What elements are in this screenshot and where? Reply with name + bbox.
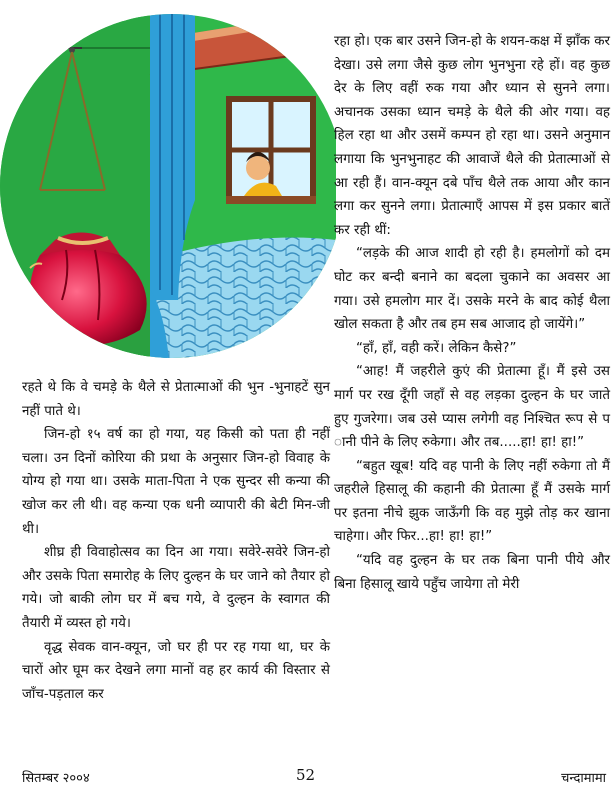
footer-date: सितम्बर २००४ xyxy=(22,771,90,786)
page-number: 52 xyxy=(296,766,316,784)
page-footer xyxy=(0,768,612,788)
right-column xyxy=(334,30,610,596)
magazine-name: चन्दामामा xyxy=(561,771,606,786)
paragraph: वृद्ध सेवक वान-क्यून, जो घर ही पर रह गया था, घर के चारों ओर घूम कर देखने लगा मानों वह हर कार्य की विस्तार से जाँच-पड़ताल कर xyxy=(22,639,330,702)
paragraph: “यदि वह दुल्हन के घर तक बिना पानी पीये और बिना हिसालू खाये पहुँच जायेगा तो मेरी xyxy=(334,553,610,592)
paragraph: “बहुत खूब! यदि वह पानी के लिए नहीं रुकेगा तो मैं जहरीले हिसालू की कहानी की प्रेतात्मा हूँ मैं उसके मार्ग पर इतना नीचे झुक जाऊँगी कि वह मुझे तोड़ कर खाना चाहेगा। और फिर...हा! हा! हा!” xyxy=(334,458,610,545)
paragraph: “आह! मैं जहरीले कुएं की प्रेतात्मा हूँ। मैं इसे उस मार्ग पर रख दूँगी जहाँ से वह लड़का दुल्हन के घर जाते हुए गुजरेगा। जब उसे प्यास लगेगी वह निश्चित रूप से प ानी पीने के लिए रुकेगा। और तब.....हा! हा! हा!” xyxy=(334,364,610,451)
paragraph: “हाँ, हाँ, वही करें। लेकिन कैसे?” xyxy=(356,340,517,356)
left-column xyxy=(22,376,330,706)
paragraph: “लड़के की आज शादी हो रही है। हमलोगों को दम घोट कर बन्दी बनाने का बदला चुकाने का अवसर आ गया। उसे हमलोग मार दें। उसके मरने के बाद कोई थैला खोल सकता है और तब हम सब आजाद हो जायेंगे।” xyxy=(334,246,610,333)
paragraph: रहा हो। एक बार उसने जिन-हो के शयन-कक्ष में झाँक कर देखा। उसे लगा जैसे कुछ लोग भुनभुना रहे हों। वह कुछ देर के लिए वहीं रुक गया और ध्यान से सुनने लगा। अचानक उसका ध्यान चमड़े के थैले की ओर गया। वह हिल रहा था और उसमें कम्पन हो रहा था। उसने अनुमान लगाया कि भुनभुनाहट की आवाजें थैले की प्रेतात्माओं से आ रही हैं। वान-क्यून दबे पाँच थैले तक आया और कान लगा कर सुनने लगा। प्रेतात्माएँ आपस में इस प्रकार बातें कर रही थीं: xyxy=(334,34,610,238)
story-illustration xyxy=(0,0,336,370)
paragraph: शीघ्र ही विवाहोत्सव का दिन आ गया। सवेरे-सवेरे जिन-हो और उसके पिता समारोह के लिए दुल्हन के घर जाने को तैयार हो गये। जो बाकी लोग घर में बच गये, वे दुल्हन के स्वागत की तैयारी में व्यस्त हो गये। xyxy=(22,545,330,631)
paragraph: रहते थे कि वे चमड़े के थैले से प्रेतात्माओं की भुन -भुनाहटें सुन नहीं पाते थे। xyxy=(22,380,330,419)
paragraph: जिन-हो १५ वर्ष का हो गया, यह किसी को पता ही नहीं चला। उन दिनों कोरिया की प्रथा के अनुसार जिन-हो विवाह के योग्य हो गया था। उसके माता-पिता ने एक सुन्दर सी कन्या की खोज कर ली थी। वह कन्या एक धनी व्यापारी की बेटी मिन-जी थी। xyxy=(22,427,330,537)
